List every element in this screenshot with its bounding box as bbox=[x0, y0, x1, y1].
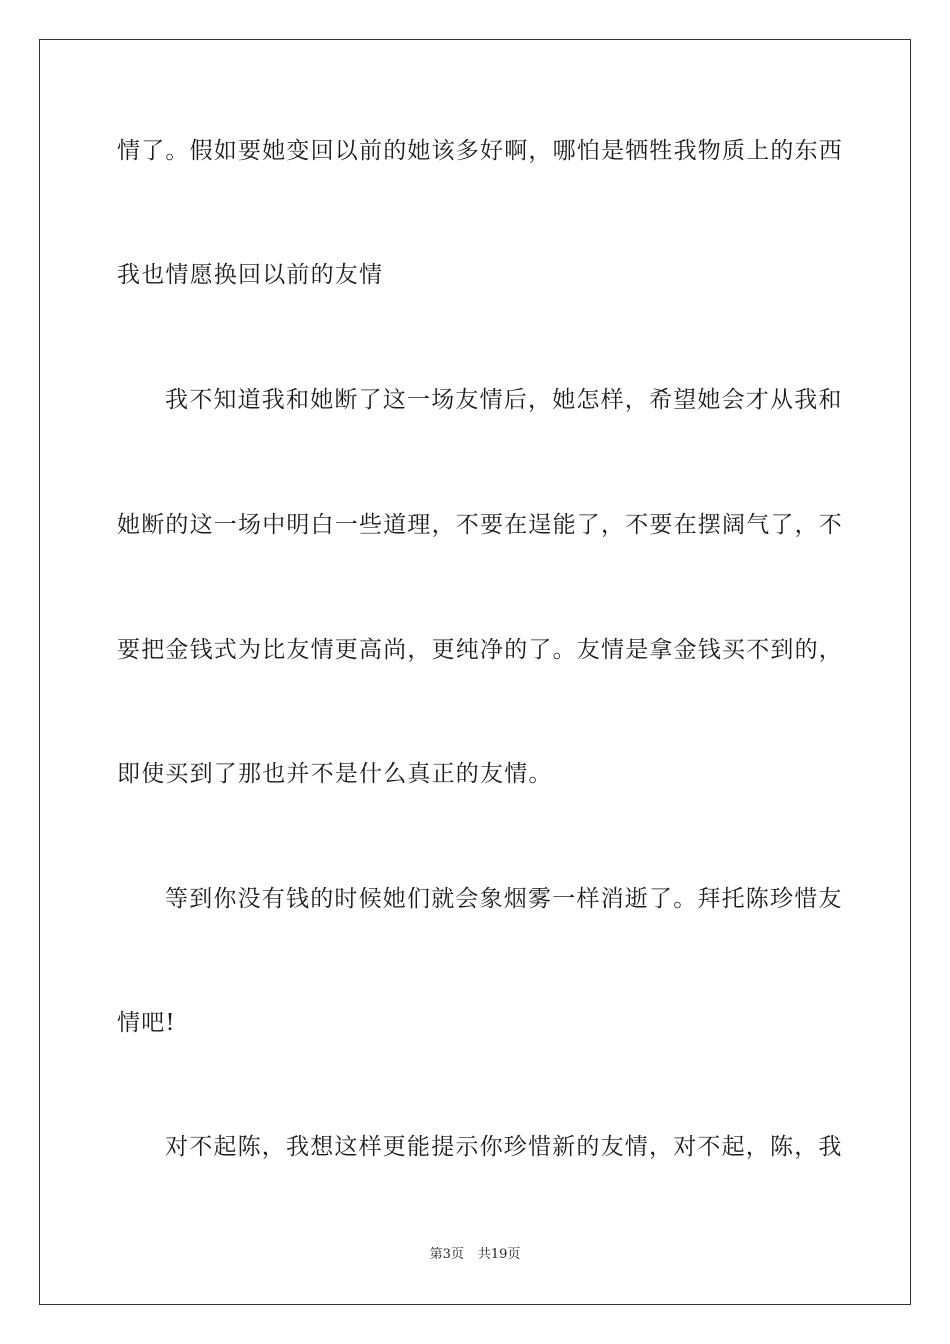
page-border bbox=[39, 39, 911, 1305]
text-line: 对不起陈，我想这样更能提示你珍惜新的友情，对不起，陈，我 bbox=[165, 1134, 843, 1160]
text-line: 情了。假如要她变回以前的她该多好啊，哪怕是牺牲我物质上的东西 bbox=[117, 138, 843, 164]
text-line: 要把金钱式为比友情更高尚，更纯净的了。友情是拿金钱买不到的， bbox=[117, 637, 843, 663]
text-line: 情吧! bbox=[117, 1010, 176, 1036]
text-line: 她断的这一场中明白一些道理，不要在逞能了，不要在摆阔气了，不 bbox=[117, 512, 843, 538]
text-line: 等到你没有钱的时候她们就会象烟雾一样消逝了。拜托陈珍惜友 bbox=[165, 886, 843, 912]
page-footer bbox=[0, 1247, 950, 1263]
text-line: 我也情愿换回以前的友情 bbox=[117, 262, 384, 288]
text-line: 即使买到了那也并不是什么真正的友情。 bbox=[117, 761, 553, 787]
text-line: 我不知道我和她断了这一场友情后，她怎样，希望她会才从我和 bbox=[165, 387, 843, 413]
page-total: 共19页 bbox=[477, 1247, 521, 1262]
page-number: 第3页 bbox=[429, 1247, 464, 1262]
